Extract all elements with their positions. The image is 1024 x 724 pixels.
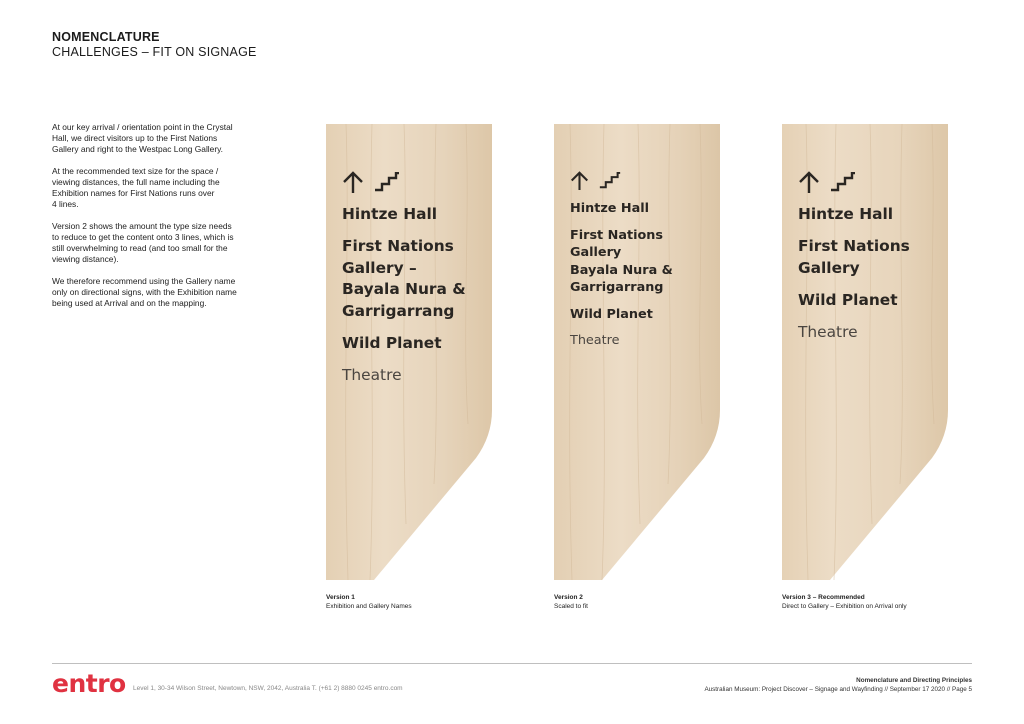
destination-first-nations: First Nations Gallery — [798, 237, 910, 277]
caption-subtitle: Exhibition and Gallery Names — [326, 602, 412, 610]
stairs-icon — [374, 172, 400, 192]
sign-version-1 — [326, 124, 492, 580]
destination-wild-planet: Wild Planet — [570, 306, 653, 322]
footer-project-line: Australian Museum: Project Discover – Signage and Wayfinding // September 17 2020 // Page 5 — [704, 686, 972, 693]
page-title: NOMENCLATURE — [52, 30, 160, 44]
footer-section-title: Nomenclature and Directing Principles — [856, 677, 972, 684]
caption-subtitle: Scaled to fit — [554, 602, 588, 610]
destination-wild-planet: Wild Planet — [798, 290, 898, 309]
arrow-up-icon — [570, 170, 589, 191]
caption-version-3 — [782, 594, 907, 611]
footer-divider — [52, 663, 972, 664]
caption-subtitle: Direct to Gallery – Exhibition on Arrival only — [782, 602, 907, 610]
arrow-up-icon — [342, 170, 364, 194]
intro-paragraph: We therefore recommend using the Gallery name only on directional signs, with the Exhibition name being used at Arrival and on the mapping. — [52, 276, 237, 308]
destination-theatre: Theatre — [798, 322, 858, 341]
intro-paragraph: Version 2 shows the amount the type size needs to reduce to get the content onto 3 lines, which is still overwhelming to read (and too small for the viewing distance). — [52, 221, 234, 264]
destination-theatre: Theatre — [570, 333, 620, 348]
intro-paragraph: At our key arrival / orientation point in the Crystal Hall, we direct visitors up to the First Nations Gallery and right to the Westpac Long Gallery. — [52, 122, 233, 154]
caption-title: Version 1 — [326, 594, 355, 601]
stairs-icon — [599, 172, 621, 189]
destination-hintze-hall: Hintze Hall — [342, 205, 438, 223]
footer-address: Level 1, 30-34 Wilson Street, Newtown, NSW, 2042, Australia T. (+61 2) 8880 0245 entro.com — [133, 685, 403, 692]
caption-version-2 — [554, 594, 588, 611]
arrow-up-icon — [798, 170, 820, 194]
intro-paragraph: At the recommended text size for the space / viewing distances, the full name including the Exhibition names for First Nations runs over 4 lines. — [52, 166, 220, 209]
caption-title: Version 2 — [554, 594, 583, 601]
intro-text — [52, 122, 282, 320]
caption-title: Version 3 – Recommended — [782, 594, 865, 601]
destination-first-nations: First Nations Gallery Bayala Nura & Garrigarrang — [570, 227, 673, 295]
destination-hintze-hall: Hintze Hall — [798, 205, 894, 223]
stairs-icon — [830, 172, 856, 192]
destination-wild-planet: Wild Planet — [342, 333, 442, 352]
sign-version-3 — [782, 124, 948, 580]
entro-logo: entro — [52, 669, 126, 698]
destination-theatre: Theatre — [342, 365, 402, 384]
page-heading — [52, 30, 257, 60]
page-subtitle: CHALLENGES – FIT ON SIGNAGE — [52, 45, 257, 59]
destination-first-nations: First Nations Gallery – Bayala Nura & Garrigarrang — [342, 237, 466, 320]
destination-hintze-hall: Hintze Hall — [570, 201, 650, 216]
sign-version-2 — [554, 124, 720, 580]
caption-version-1 — [326, 594, 412, 611]
footer-document-info — [704, 676, 972, 694]
